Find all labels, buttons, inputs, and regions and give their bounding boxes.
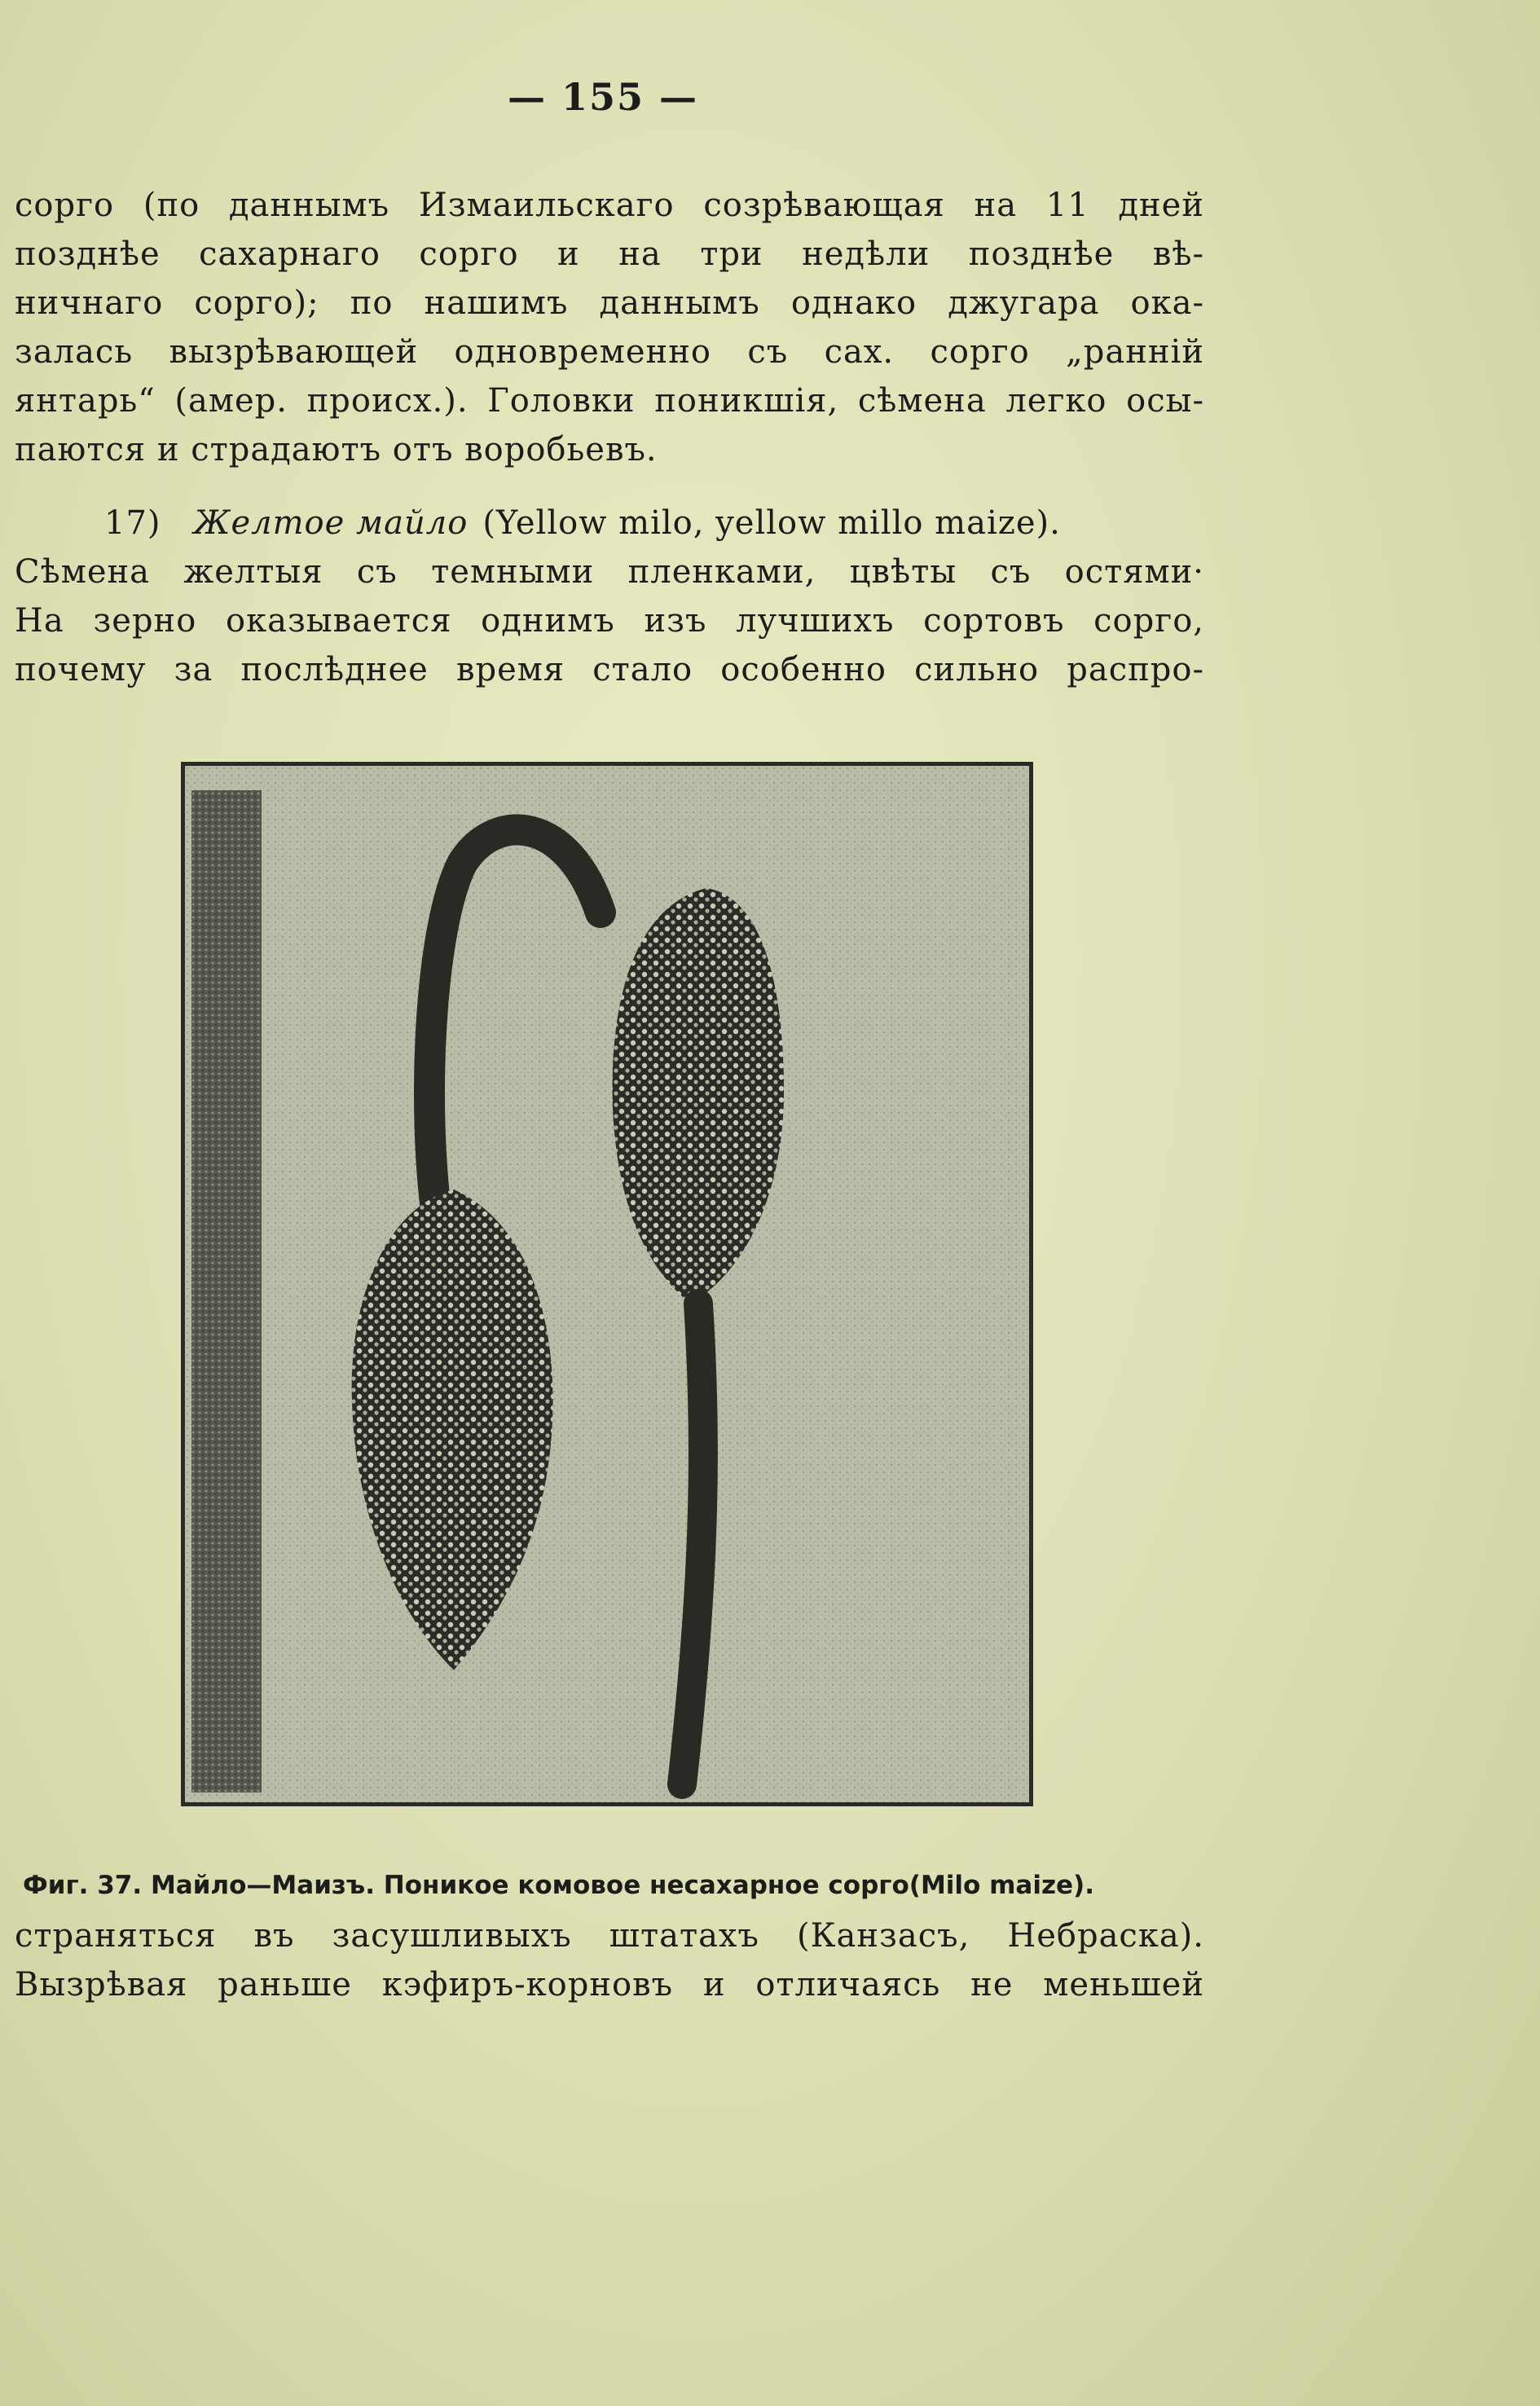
paragraph-top bbox=[15, 181, 1204, 474]
text-line: Сѣмена желтыя съ темными пленками, цвѣты съ остями· bbox=[15, 553, 1204, 591]
text-line: ничнаго сорго); по нашимъ даннымъ однако джугара ока- bbox=[15, 284, 1204, 322]
text-line: паются и страдаютъ отъ воробьевъ. bbox=[15, 431, 658, 468]
measuring-ruler bbox=[191, 790, 262, 1792]
variety-name: Желтое майло bbox=[193, 504, 469, 542]
text-line: На зерно оказывается однимъ изъ лучшихъ сортовъ сорго, bbox=[15, 602, 1204, 640]
text-line: почему за послѣднее время стало особенно сильно распро- bbox=[15, 651, 1204, 688]
variety-english-name: (Yellow milo, yellow millo maize). bbox=[482, 504, 1061, 542]
text-line: залась вызрѣвающей одновременно съ сах. сорго „ранній bbox=[15, 333, 1204, 371]
paragraph-bottom bbox=[15, 1911, 1204, 2009]
sorghum-heads-illustration bbox=[185, 766, 1029, 1802]
variety-number: 17) bbox=[104, 504, 161, 542]
page-number: — 155 — bbox=[507, 75, 699, 119]
text-line: Вызрѣвая раньше кэфиръ-корновъ и отличаясь не меньшей bbox=[15, 1966, 1204, 2004]
text-line: янтарь“ (амер. происх.). Головки поникшія, сѣмена легко осы- bbox=[15, 382, 1204, 420]
text-line: позднѣе сахарнаго сорго и на три недѣли позднѣе вѣ- bbox=[15, 235, 1204, 273]
figure-caption: Фиг. 37. Майло—Маизъ. Поникое комовое несахарное сорго(Milo maize). bbox=[23, 1871, 1094, 1900]
text-line: страняться въ засушливыхъ штатахъ (Канзасъ, Небраска). bbox=[15, 1917, 1204, 1955]
variety-heading bbox=[15, 499, 1204, 548]
paragraph-variety-17 bbox=[15, 499, 1204, 694]
text-line: сорго (по даннымъ Измаильскаго созрѣвающая на 11 дней bbox=[15, 187, 1204, 224]
figure-37-photo bbox=[181, 762, 1033, 1806]
